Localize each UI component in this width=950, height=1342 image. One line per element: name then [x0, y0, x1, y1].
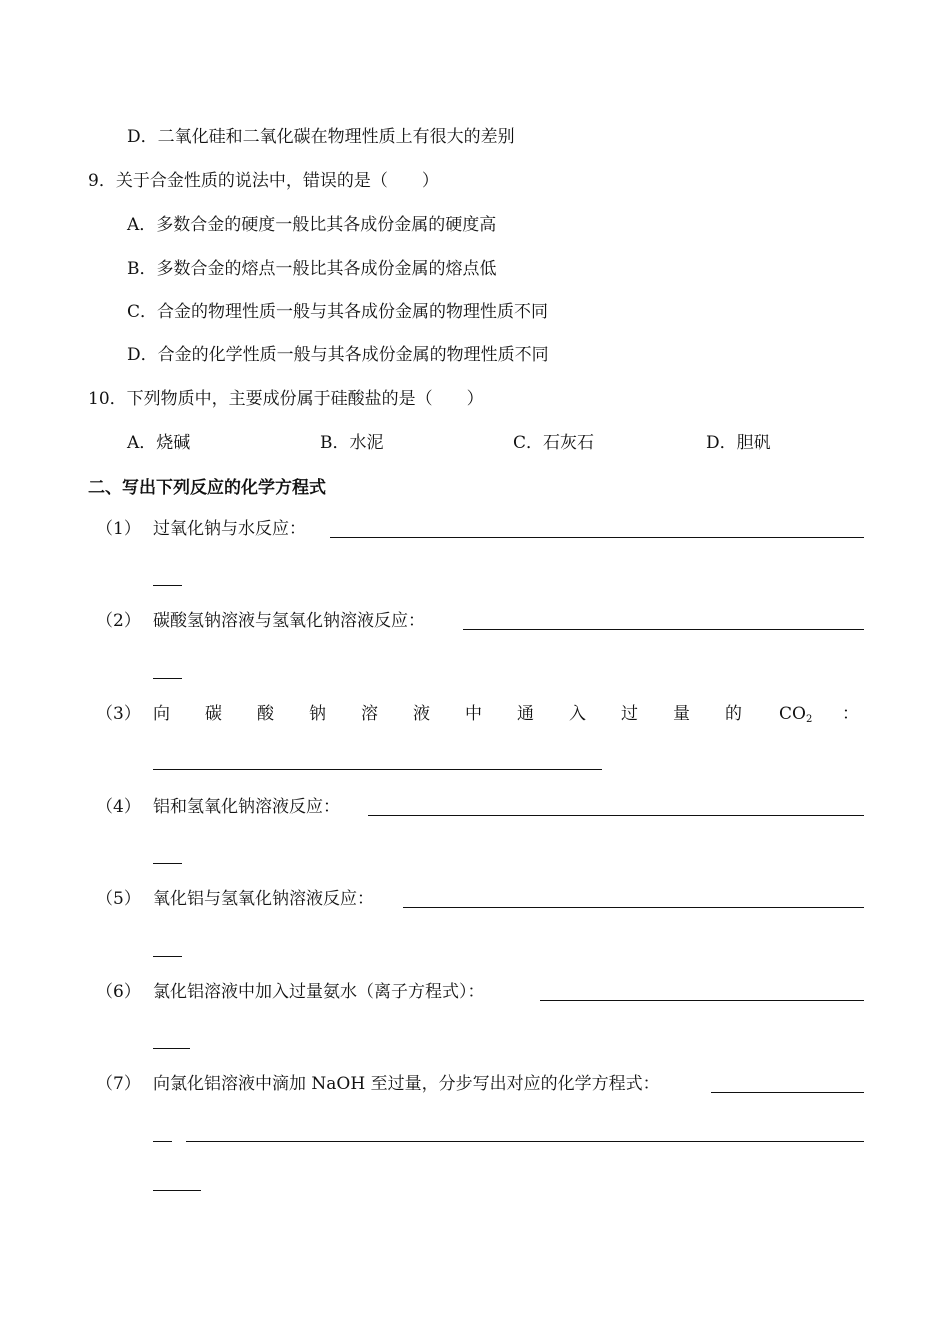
- item-prompt: 铝和氢氧化钠溶液反应：: [153, 797, 340, 817]
- justified-char: 通: [517, 704, 534, 724]
- q10-option-d: D．胆矾: [706, 433, 771, 453]
- item-number: （2）: [96, 611, 141, 631]
- q10-option-a: A．烧碱: [127, 433, 191, 453]
- q9-option-b: B．多数合金的熔点一般比其各成份金属的熔点低: [127, 259, 497, 279]
- justified-char: 酸: [257, 704, 274, 724]
- formula-subscript: 2: [805, 714, 813, 725]
- q8-option-d: D．二氧化硅和二氧化碳在物理性质上有很大的差别: [127, 127, 515, 147]
- item-prompt: 碳酸氢钠溶液与氢氧化钠溶液反应：: [153, 611, 425, 631]
- justified-char: 液: [413, 704, 430, 724]
- answer-line[interactable]: [368, 815, 864, 816]
- q9-option-c: C．合金的物理性质一般与其各成份金属的物理性质不同: [127, 302, 549, 322]
- answer-line[interactable]: [153, 769, 602, 770]
- q10-stem: 10．下列物质中，主要成份属于硅酸盐的是（ ）: [88, 389, 484, 409]
- justified-char: 向: [153, 704, 170, 724]
- answer-line[interactable]: [153, 1141, 172, 1142]
- answer-line[interactable]: [153, 1048, 190, 1049]
- answer-line[interactable]: [403, 907, 864, 908]
- answer-line[interactable]: [153, 1190, 201, 1191]
- item-number: （7）: [96, 1074, 141, 1094]
- answer-line[interactable]: [711, 1092, 864, 1093]
- item-number: （4）: [96, 797, 141, 817]
- item-prompt: 过氧化钠与水反应：: [153, 519, 306, 539]
- justified-char: 过: [621, 704, 638, 724]
- q10-option-b: B．水泥: [320, 433, 384, 453]
- justified-char: 量: [673, 704, 690, 724]
- answer-line[interactable]: [463, 629, 864, 630]
- justified-char: 中: [465, 704, 482, 724]
- formula-co2: [779, 703, 812, 731]
- justified-char: 碳: [205, 704, 222, 724]
- answer-line[interactable]: [153, 863, 182, 864]
- q9-stem: 9．关于合金性质的说法中，错误的是（ ）: [88, 171, 439, 191]
- item-number: （6）: [96, 982, 141, 1002]
- justified-char: 溶: [361, 704, 378, 724]
- item-number: （3）: [96, 704, 141, 724]
- item-prompt: 氯化铝溶液中加入过量氨水（离子方程式）：: [153, 982, 485, 1002]
- formula-main: CO: [779, 704, 806, 724]
- answer-line[interactable]: [330, 537, 864, 538]
- answer-line[interactable]: [540, 1000, 864, 1001]
- answer-line[interactable]: [153, 678, 182, 679]
- q10-option-c: C．石灰石: [513, 433, 595, 453]
- colon: ：: [842, 704, 859, 724]
- justified-char: 入: [569, 704, 586, 724]
- section-heading: 二、写出下列反应的化学方程式: [88, 478, 326, 498]
- answer-line[interactable]: [186, 1141, 864, 1142]
- justified-char: 钠: [309, 704, 326, 724]
- item-number: （1）: [96, 519, 141, 539]
- answer-line[interactable]: [153, 956, 182, 957]
- answer-line[interactable]: [153, 585, 182, 586]
- q9-option-a: A．多数合金的硬度一般比其各成份金属的硬度高: [127, 215, 497, 235]
- q9-option-d: D．合金的化学性质一般与其各成份金属的物理性质不同: [127, 345, 549, 365]
- justified-char: 的: [725, 704, 742, 724]
- item-number: （5）: [96, 889, 141, 909]
- item-prompt: 向氯化铝溶液中滴加 NaOH 至过量，分步写出对应的化学方程式：: [153, 1074, 660, 1094]
- item-prompt: 氧化铝与氢氧化钠溶液反应：: [153, 889, 374, 909]
